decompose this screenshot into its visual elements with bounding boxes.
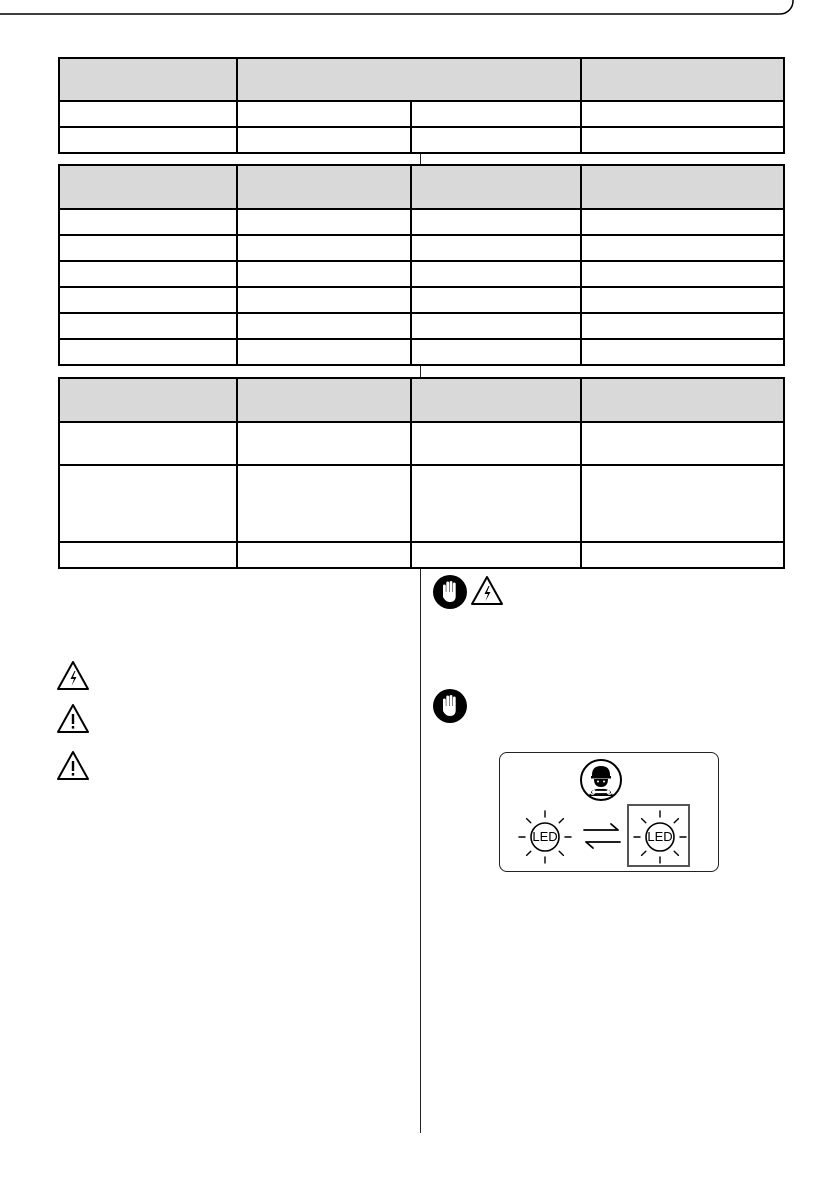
table-cell: [237, 287, 411, 313]
table-cell: [237, 261, 411, 287]
table-cell: [411, 542, 581, 568]
table-cell: [59, 422, 237, 465]
table-header-cell: [59, 58, 237, 101]
table-cell: [237, 313, 411, 339]
table-row: [59, 287, 784, 313]
table-cell: [59, 261, 237, 287]
table-cell: [581, 235, 784, 261]
spec-table-1: [58, 57, 785, 154]
table-cell: [411, 209, 581, 235]
electric-hazard-warning-icon: [470, 575, 504, 606]
table-cell: [59, 209, 237, 235]
table-header-row: [59, 378, 784, 422]
table-header-row: [59, 58, 784, 101]
table-header-cell: [237, 165, 411, 209]
table-row: [59, 422, 784, 465]
table-row: [59, 542, 784, 568]
table-cell: [581, 465, 784, 542]
table-row: [59, 209, 784, 235]
table-row: [59, 313, 784, 339]
table-cell: [411, 261, 581, 287]
table-header-cell: [237, 378, 411, 422]
table-row: [59, 339, 784, 365]
table-cell: [59, 287, 237, 313]
spec-table-2: [58, 164, 785, 366]
led-lamp-icon: [516, 808, 574, 866]
spec-table-3: [58, 377, 785, 569]
table-cell: [411, 422, 581, 465]
table-cell: [581, 287, 784, 313]
table-cell: [237, 542, 411, 568]
table-header-cell: [59, 165, 237, 209]
table-header-cell: [581, 378, 784, 422]
table-cell: [237, 235, 411, 261]
table-row: [59, 101, 784, 127]
stop-hand-icon: [432, 574, 468, 610]
table-cell: [59, 313, 237, 339]
table-cell: [59, 127, 237, 153]
table-cell: [59, 542, 237, 568]
table-cell: [237, 465, 411, 542]
table-cell: [411, 101, 581, 127]
table-cell: [237, 422, 411, 465]
table-cell: [581, 261, 784, 287]
table-header-cell: [581, 165, 784, 209]
led-label: LED: [647, 829, 673, 844]
crop-mark: [0, 0, 839, 40]
stop-hand-icon: [432, 688, 468, 724]
swap-arrows-icon: [580, 821, 624, 851]
led-lamp-icon: [631, 808, 689, 866]
table-row: [59, 465, 784, 542]
table-cell: [581, 209, 784, 235]
table-cell: [581, 101, 784, 127]
led-replacement-diagram: [499, 752, 719, 872]
table-cell: [411, 313, 581, 339]
table-cell: [59, 465, 237, 542]
electric-hazard-warning-icon: [56, 660, 90, 691]
table-cell: [581, 339, 784, 365]
table-header-cell: [411, 165, 581, 209]
table-header-cell: [237, 58, 581, 101]
table-cell: [237, 127, 411, 153]
table-cell: [411, 339, 581, 365]
table-header-cell: [581, 58, 784, 101]
table-cell: [581, 127, 784, 153]
table-cell: [59, 235, 237, 261]
general-warning-icon: [56, 703, 90, 734]
table-row: [59, 235, 784, 261]
table-header-row: [59, 165, 784, 209]
table-cell: [411, 127, 581, 153]
table-cell: [59, 101, 237, 127]
table-cell: [411, 287, 581, 313]
table-cell: [411, 465, 581, 542]
table-cell: [237, 101, 411, 127]
general-warning-icon: [56, 750, 90, 781]
table-cell: [411, 235, 581, 261]
table-header-cell: [411, 378, 581, 422]
table-cell: [59, 339, 237, 365]
table-row: [59, 261, 784, 287]
table-cell: [237, 339, 411, 365]
led-label: LED: [532, 829, 558, 844]
service-technician-icon: [579, 758, 623, 802]
table-cell: [581, 542, 784, 568]
table-header-cell: [59, 378, 237, 422]
table-cell: [581, 422, 784, 465]
table-row: [59, 127, 784, 153]
table-cell: [581, 313, 784, 339]
table-cell: [237, 209, 411, 235]
